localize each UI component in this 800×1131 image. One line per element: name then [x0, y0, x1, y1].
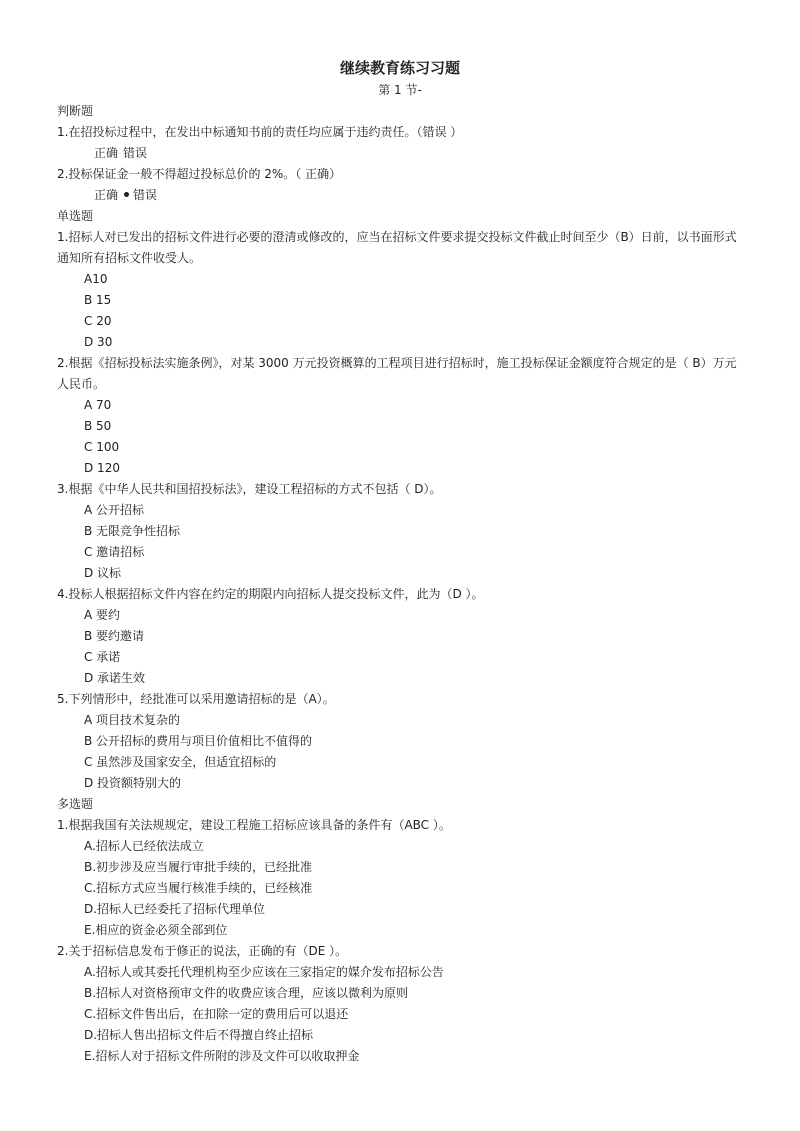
page-title: 继续教育练习习题 — [339, 59, 460, 77]
radio-selected-icon[interactable] — [124, 192, 129, 197]
multi-question-1: 1.根据我国有关法规规定，建设工程施工招标应该具备的条件有（ABC ）。 — [57, 818, 451, 832]
single-q4-option-b: B 要约邀请 — [84, 629, 145, 643]
option-false-label[interactable]: 错误 — [133, 188, 158, 202]
option-true-label[interactable]: 正确 — [94, 188, 119, 202]
single-q5-option-b: B 公开招标的费用与项目价值相比不值得的 — [84, 734, 313, 748]
single-q4-option-d: D 承诺生效 — [84, 671, 146, 685]
option-true-label[interactable]: 正确 — [94, 146, 119, 160]
single-q2-option-a: A 70 — [84, 398, 112, 412]
single-q4-option-c: C 承诺 — [84, 650, 121, 664]
single-q2-option-b: B 50 — [84, 419, 112, 433]
multi-q2-option-c: C.招标文件售出后，在扣除一定的费用后可以退还 — [84, 1007, 349, 1021]
single-q1-option-c: C 20 — [84, 314, 112, 328]
single-q1-option-a: A10 — [84, 272, 108, 286]
single-q3-option-b: B 无限竞争性招标 — [84, 524, 181, 538]
single-q1-option-b: B 15 — [84, 293, 112, 307]
single-q5-option-a: A 项目技术复杂的 — [84, 713, 181, 727]
multi-q2-option-b: B.招标人对资格预审文件的收费应该合理，应该以微利为原则 — [84, 986, 409, 1000]
section-heading-multi-choice: 多选题 — [57, 797, 94, 811]
multi-q2-option-d: D.招标人售出招标文件后不得擅自终止招标 — [84, 1028, 314, 1042]
single-q2-option-c: C 100 — [84, 440, 120, 454]
single-q1-option-d: D 30 — [84, 335, 113, 349]
single-q5-option-c: C 虽然涉及国家安全，但适宜招标的 — [84, 755, 277, 769]
multi-q2-option-a: A.招标人或其委托代理机构至少应该在三家指定的媒介发布招标公告 — [84, 965, 444, 979]
page-subtitle: 第 1 节- — [378, 83, 422, 97]
option-false-label[interactable]: 错误 — [123, 146, 148, 160]
multi-q1-option-d: D.招标人已经委托了招标代理单位 — [84, 902, 266, 916]
tf-answer-row-2 — [94, 187, 784, 204]
single-q5-option-d: D 投资额特别大的 — [84, 776, 182, 790]
multi-q1-option-e: E.相应的资金必须全部到位 — [84, 923, 228, 937]
single-q2-option-d: D 120 — [84, 461, 120, 475]
single-q4-option-a: A 要约 — [84, 608, 121, 622]
single-q3-option-a: A 公开招标 — [84, 503, 145, 517]
tf-question-2: 2.投标保证金一般不得超过投标总价的 2%。（ 正确） — [57, 167, 342, 181]
section-heading-single-choice: 单选题 — [57, 209, 94, 223]
single-question-1: 1.招标人对已发出的招标文件进行必要的澄清或修改的，应当在招标文件要求提交投标文件截止时间至少（B）日前，以书面形式通知所有招标文件收受人。 — [57, 230, 737, 265]
single-question-3: 3.根据《中华人民共和国招投标法》，建设工程招标的方式不包括（ D）。 — [57, 482, 442, 496]
single-q3-option-d: D 议标 — [84, 566, 122, 580]
single-q3-option-c: C 邀请招标 — [84, 545, 145, 559]
multi-q2-option-e: E.招标人对于招标文件所附的涉及文件可以收取押金 — [84, 1049, 360, 1063]
section-heading-true-false: 判断题 — [57, 104, 94, 118]
multi-q1-option-c: C.招标方式应当履行核准手续的，已经核准 — [84, 881, 313, 895]
multi-q1-option-b: B.初步涉及应当履行审批手续的，已经批准 — [84, 860, 313, 874]
tf-answer-row-1 — [94, 145, 784, 162]
multi-q1-option-a: A.招标人已经依法成立 — [84, 839, 204, 853]
single-question-5: 5.下列情形中，经批准可以采用邀请招标的是（A）。 — [57, 692, 335, 706]
single-question-2: 2.根据《招标投标法实施条例》，对某 3000 万元投资概算的工程项目进行招标时，施工投标保证金额度符合规定的是（ B）万元人民币。 — [57, 356, 737, 391]
tf-question-1: 1.在招投标过程中，在发出中标通知书前的责任均应属于违约责任。（错误 ） — [57, 125, 463, 139]
multi-question-2: 2.关于招标信息发布于修正的说法，正确的有（DE ）。 — [57, 944, 348, 958]
single-question-4: 4.投标人根据招标文件内容在约定的期限内向招标人提交投标文件，此为（D ）。 — [57, 587, 484, 601]
